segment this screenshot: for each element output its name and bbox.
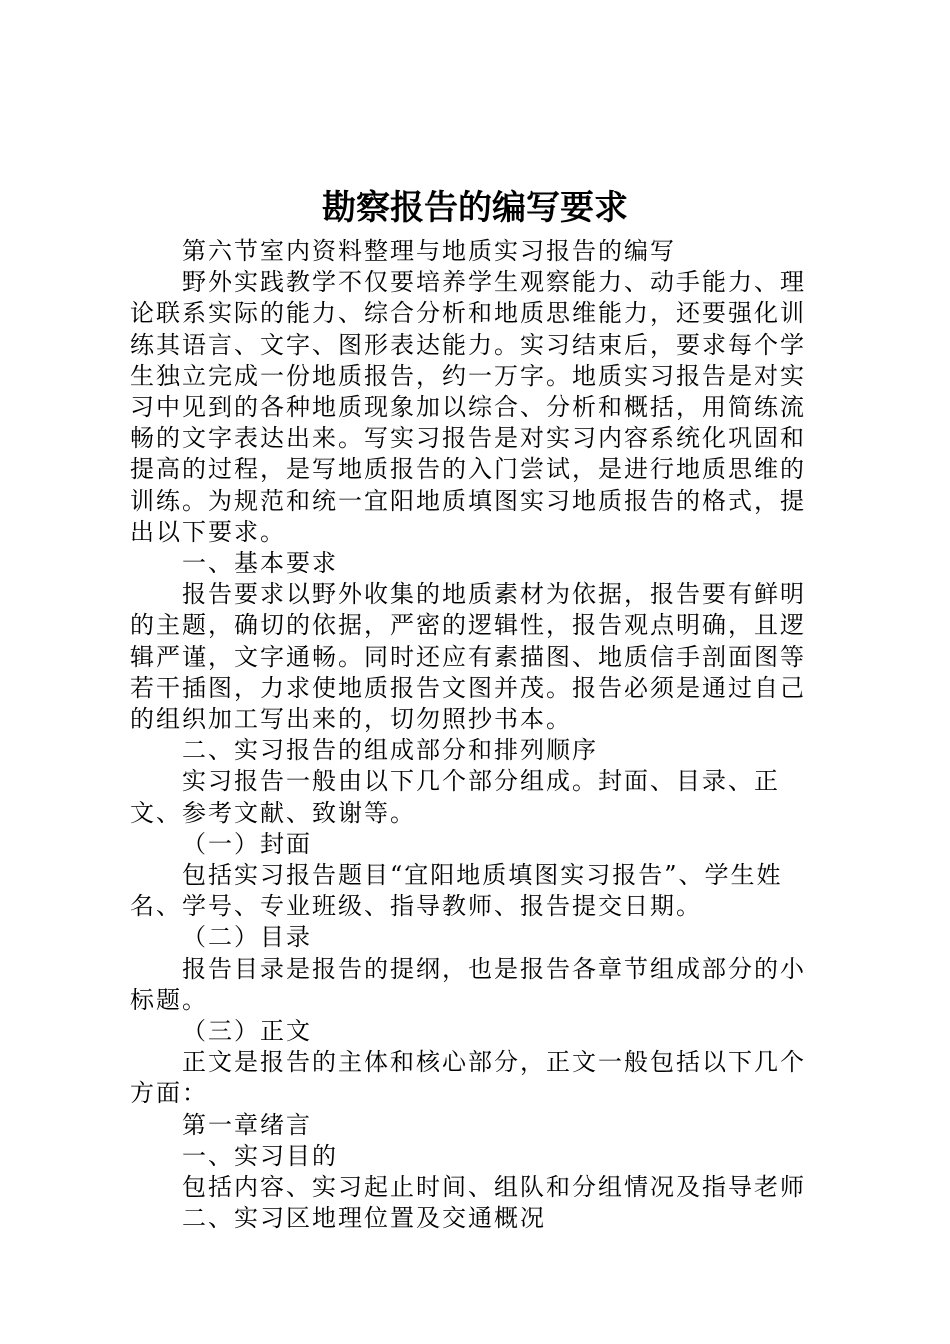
body-paragraph: 实习报告一般由以下几个部分组成。封面、目录、正文、参考文献、致谢等。	[130, 767, 780, 827]
body-paragraph: 正文是报告的主体和核心部分，正文一般包括以下几个方面：	[130, 1048, 806, 1108]
body-paragraph: 报告目录是报告的提纲，也是报告各章节组成部分的小标题。	[130, 954, 806, 1014]
subsection-heading: （三）正文	[182, 1017, 312, 1046]
document-title: 勘察报告的编写要求	[322, 188, 628, 228]
document-body	[130, 236, 830, 1235]
section-heading: 二、实习报告的组成部分和排列顺序	[182, 736, 598, 765]
section-heading: 一、实习目的	[182, 1141, 338, 1170]
section-heading: 二、实习区地理位置及交通概况	[182, 1204, 546, 1233]
subsection-heading: （二）目录	[182, 923, 312, 952]
body-paragraph: 包括内容、实习起止时间、组队和分组情况及指导老师	[182, 1173, 806, 1202]
body-paragraph: 报告要求以野外收集的地质素材为依据，报告要有鲜明的主题，确切的依据，严密的逻辑性，报告观点明确，且逻辑严谨，文字通畅。同时还应有素描图、地质信手剖面图等若干插图，力求使地质报告文图并茂。报告必须是通过自己的组织加工写出来的，切勿照抄书本。	[130, 580, 806, 734]
subsection-heading: （一）封面	[182, 829, 312, 858]
section-heading: 一、基本要求	[182, 549, 338, 578]
chapter-heading: 第一章绪言	[182, 1110, 312, 1139]
section-heading: 第六节室内资料整理与地质实习报告的编写	[182, 237, 676, 265]
intro-paragraph: 野外实践教学不仅要培养学生观察能力、动手能力、理论联系实际的能力、综合分析和地质思维能力，还要强化训练其语言、文字、图形表达能力。实习结束后，要求每个学生独立完成一份地质报告，约一万字。地质实习报告是对实习中见到的各种地质现象加以综合、分析和概括，用简练流畅的文字表达出来。写实习报告是对实习内容系统化巩固和提高的过程，是写地质报告的入门尝试，是进行地质思维的训练。为规范和统一宜阳地质填图实习地质报告的格式，提出以下要求。	[130, 268, 806, 546]
body-paragraph: 包括实习报告题目“宜阳地质填图实习报告”、学生姓名、学号、专业班级、指导教师、报告提交日期。	[130, 861, 783, 921]
